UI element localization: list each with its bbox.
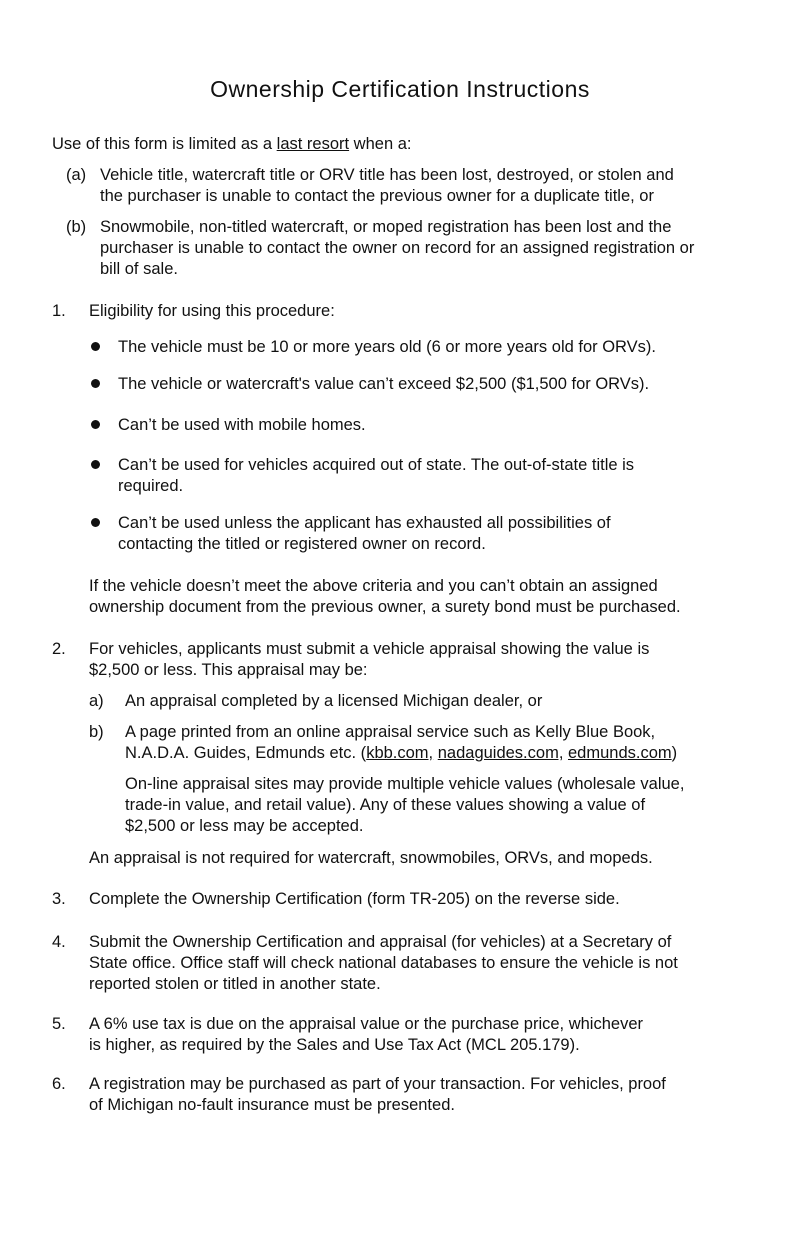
item-1-note-line2: ownership document from the previous owner, a surety bond must be purchased. [89, 598, 681, 616]
subitem-a-line1: An appraisal completed by a licensed Michigan dealer, or [125, 692, 543, 710]
item-6-line2: of Michigan no-fault insurance must be presented. [89, 1096, 455, 1114]
item-1-number: 1. [52, 302, 66, 320]
bullet-4-line1: Can’t be used for vehicles acquired out of state. The out-of-state title is [118, 456, 635, 474]
condition-b-marker: (b) [66, 218, 87, 236]
edmunds-link[interactable]: edmunds.com [568, 744, 672, 762]
bullet-1-line1: The vehicle must be 10 or more years old (6 or more years old for ORVs). [118, 338, 656, 356]
bullet-2-line1: The vehicle or watercraft's value can’t exceed $2,500 ($1,500 for ORVs). [118, 375, 650, 393]
subitem-b-line2-after: ) [671, 744, 678, 762]
item-1-note-line1: If the vehicle doesn’t meet the above criteria and you can’t obtain an assigned [89, 577, 658, 595]
bullet-4-line2: required. [118, 477, 184, 495]
subitem-b-note-line1: On-line appraisal sites may provide multiple vehicle values (wholesale value, [125, 775, 685, 793]
condition-a-line2: the purchaser is unable to contact the previous owner for a duplicate title, or [100, 187, 654, 205]
item-3-number: 3. [52, 890, 66, 908]
item-3-line1: Complete the Ownership Certification (form TR-205) on the reverse side. [89, 890, 620, 908]
bullet-dot-icon [91, 518, 100, 527]
item-2-note: An appraisal is not required for watercraft, snowmobiles, ORVs, and mopeds. [89, 849, 653, 867]
condition-a-marker: (a) [66, 166, 87, 184]
subitem-b-line2 [125, 743, 677, 764]
bullet-dot-icon [91, 420, 100, 429]
condition-b-line3: bill of sale. [100, 260, 178, 278]
kbb-link[interactable]: kbb.com, [366, 744, 434, 762]
condition-b-line1: Snowmobile, non-titled watercraft, or moped registration has been lost and the [100, 218, 672, 236]
condition-a-line1: Vehicle title, watercraft title or ORV title has been lost, destroyed, or stolen and [100, 166, 674, 184]
bullet-dot-icon [91, 460, 100, 469]
item-6-number: 6. [52, 1075, 66, 1093]
item-4-line3: reported stolen or titled in another state. [89, 975, 381, 993]
item-5-number: 5. [52, 1015, 66, 1033]
bullet-5-line1: Can’t be used unless the applicant has exhausted all possibilities of [118, 514, 611, 532]
bullet-5-line2: contacting the titled or registered owner on record. [118, 535, 486, 553]
item-1-heading: Eligibility for using this procedure: [89, 302, 335, 320]
intro-text [52, 134, 411, 155]
nadaguides-link[interactable]: nadaguides.com, [437, 744, 564, 762]
item-5-line2: is higher, as required by the Sales and Use Tax Act (MCL 205.179). [89, 1036, 580, 1054]
bullet-dot-icon [91, 379, 100, 388]
item-4-line1: Submit the Ownership Certification and appraisal (for vehicles) at a Secretary of [89, 933, 672, 951]
subitem-b-line1: A page printed from an online appraisal service such as Kelly Blue Book, [125, 723, 656, 741]
item-5-line1: A 6% use tax is due on the appraisal value or the purchase price, whichever [89, 1015, 643, 1033]
subitem-b-note-line2: trade-in value, and retail value). Any of these values showing a value of [125, 796, 646, 814]
item-4-number: 4. [52, 933, 66, 951]
subitem-a-marker: a) [89, 692, 104, 710]
subitem-b-line2-before: N.A.D.A. Guides, Edmunds etc. ( [125, 744, 367, 762]
item-2-number: 2. [52, 640, 66, 658]
item-2-line1: For vehicles, applicants must submit a vehicle appraisal showing the value is [89, 640, 650, 658]
intro-before: Use of this form is limited as a [52, 135, 277, 153]
subitem-b-marker: b) [89, 723, 104, 741]
item-6-line1: A registration may be purchased as part of your transaction. For vehicles, proof [89, 1075, 666, 1093]
item-2-line2: $2,500 or less. This appraisal may be: [89, 661, 368, 679]
condition-b-line2: purchaser is unable to contact the owner on record for an assigned registration or [100, 239, 695, 257]
subitem-b-note-line3: $2,500 or less may be accepted. [125, 817, 364, 835]
item-4-line2: State office. Office staff will check national databases to ensure the vehicle is not [89, 954, 678, 972]
intro-underlined: last resort [276, 135, 350, 153]
page-title: Ownership Certification Instructions [210, 76, 590, 102]
bullet-3-line1: Can’t be used with mobile homes. [118, 416, 366, 434]
intro-after: when a: [349, 135, 412, 153]
bullet-dot-icon [91, 342, 100, 351]
